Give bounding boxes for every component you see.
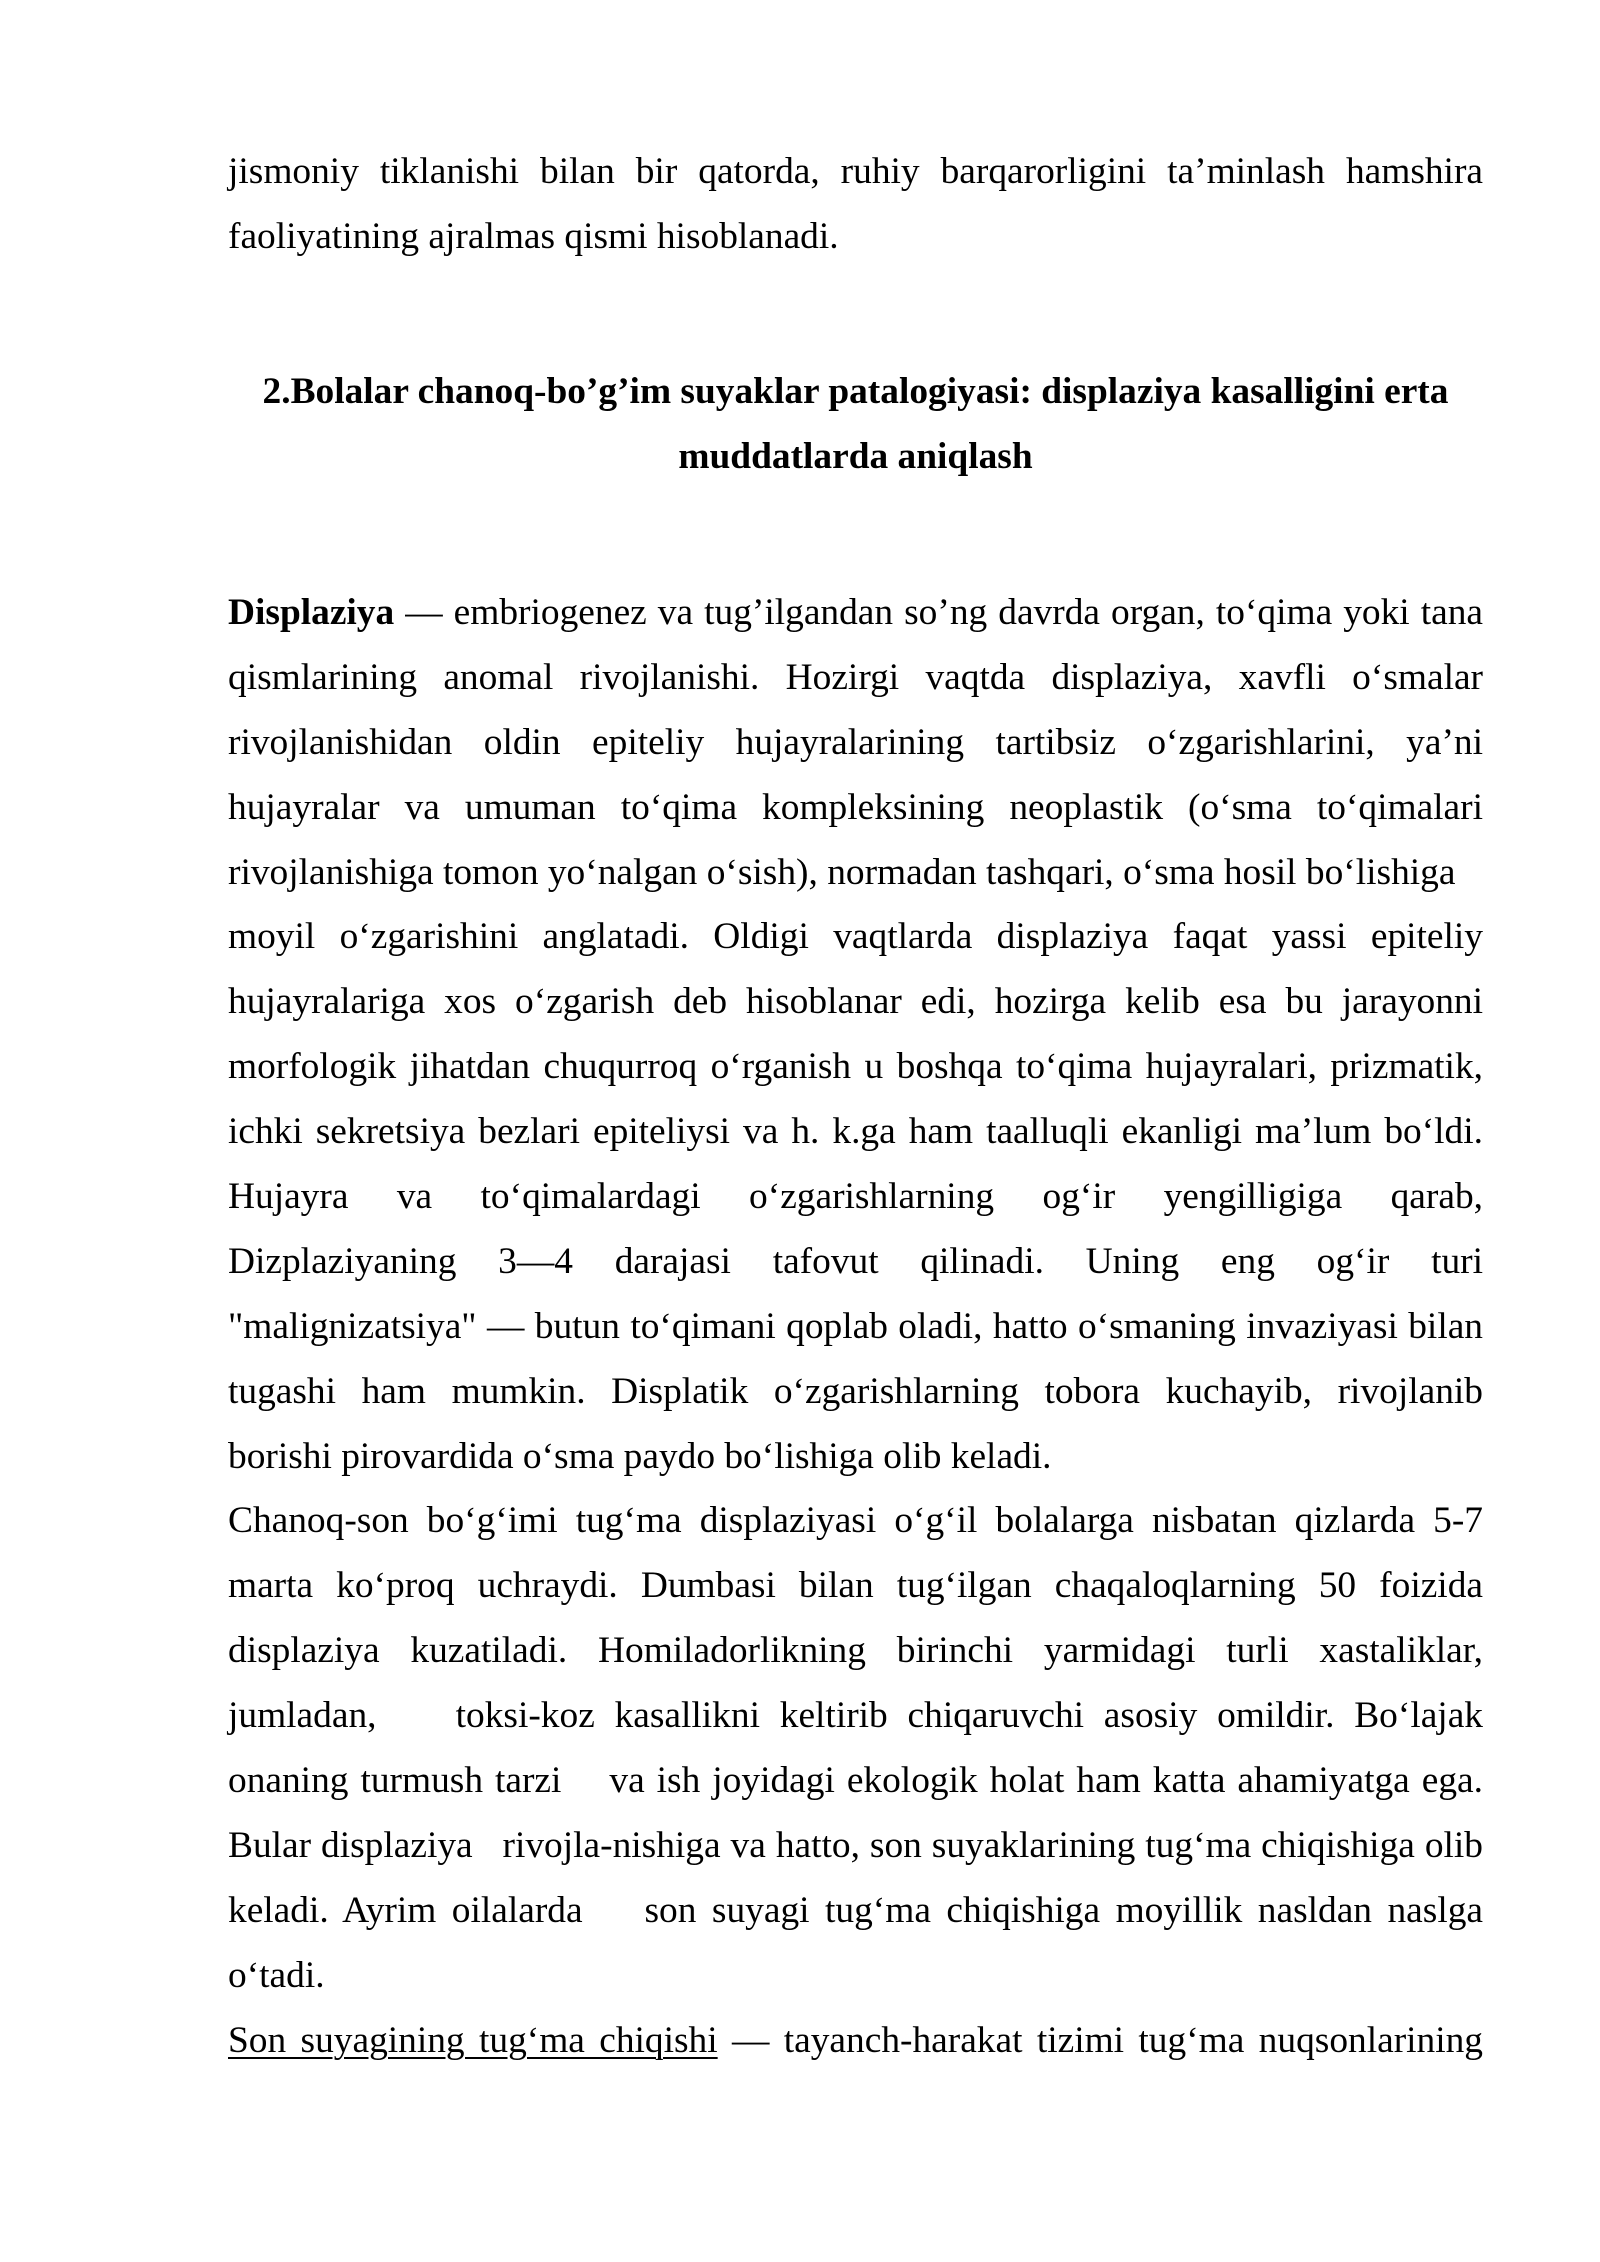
son-suyagi-line-1 xyxy=(228,2009,1483,2074)
son-suyagi-underlined-term: Son suyagining tug‘ma chiqishi xyxy=(228,2019,718,2061)
displaziya-line-11: Dizplaziyaning 3—4 darajasi tafovut qilinadi. Uning eng og‘ir turi xyxy=(228,1240,1483,1282)
chanoq-line-7: keladi. Ayrim oilalarda son suyagi tug‘ma chiqishiga moyillik nasldan naslga xyxy=(228,1889,1483,1931)
chanoq-line-5: onaning turmush tarzi va ish joyidagi ekologik holat ham katta ahamiyatga ega. xyxy=(228,1760,1483,1802)
intro-paragraph xyxy=(228,140,1483,270)
chanoq-line-6: Bular displaziya rivojla-nishiga va hatto, son suyaklarining tug‘ma chiqishiga olib xyxy=(228,1824,1483,1866)
chanoq-line-8: o‘tadi. xyxy=(228,1954,325,1996)
displaziya-line-9: ichki sekretsiya bezlari epiteliysi va h. k.ga ham taalluqli ekanligi ma’lum bo‘ldi. xyxy=(228,1111,1483,1153)
intro-line-1: jismoniy tiklanishi bilan bir qatorda, ruhiy barqarorligini ta’minlash hamshira xyxy=(228,151,1483,192)
displaziya-line-1 xyxy=(228,581,1483,646)
displaziya-line-14: borishi pirovardida o‘sma paydo bo‘lishiga olib keladi. xyxy=(228,1435,1052,1477)
displaziya-line-4: hujayralar va umuman to‘qima kompleksining neoplastik (o‘sma to‘qimalari xyxy=(228,786,1483,828)
displaziya-line-2: qismlarining anomal rivojlanishi. Hozirgi vaqtda displaziya, xavfli o‘smalar xyxy=(228,656,1483,698)
displaziya-term: Displaziya xyxy=(228,592,395,633)
son-suyagi-paragraph xyxy=(228,2009,1483,2074)
chanoq-line-1: Chanoq-son bo‘g‘imi tug‘ma displaziyasi o‘g‘il bolalarga nisbatan qizlarda 5-7 xyxy=(228,1500,1483,1542)
chanoq-line-3: displaziya kuzatiladi. Homiladorlikning birinchi yarmidagi turli xastaliklar, xyxy=(228,1630,1483,1672)
section-heading xyxy=(228,360,1483,490)
displaziya-line-5: rivojlanishiga tomon yo‘nalgan o‘sish), normadan tashqari, o‘sma hosil bo‘lishiga xyxy=(228,851,1456,893)
section-heading-line-2: muddatlarda aniqlash xyxy=(678,435,1033,477)
displaziya-line-3: rivojlanishidan oldin epiteliy hujayralarining tartibsiz o‘zgarishlarini, ya’ni xyxy=(228,721,1483,763)
section-heading-line-1: 2.Bolalar chanoq-bo’g’im suyaklar patalogiyasi: displaziya kasalligini erta xyxy=(262,371,1449,412)
displaziya-line-10: Hujayra va to‘qimalardagi o‘zgarishlarning og‘ir yengilligiga qarab, xyxy=(228,1176,1483,1218)
chanoq-son-paragraph xyxy=(228,1489,1483,2008)
son-suyagi-line-1-text: — tayanch-harakat tizimi tug‘ma nuqsonlarining xyxy=(717,2019,1484,2061)
displaziya-line-7: hujayralariga xos o‘zgarish deb hisoblanar edi, hozirga kelib esa bu jarayonni xyxy=(228,981,1483,1023)
displaziya-line-8: morfologik jihatdan chuqurroq o‘rganish u boshqa to‘qima hujayralari, prizmatik, xyxy=(228,1046,1483,1088)
displaziya-line-12: "malignizatsiya" — butun to‘qimani qoplab oladi, hatto o‘smaning invaziyasi bilan xyxy=(228,1305,1483,1347)
chanoq-line-4: jumladan, toksi-koz kasallikni keltirib chiqaruvchi asosiy omildir. Bo‘lajak xyxy=(228,1695,1483,1737)
displaziya-paragraph xyxy=(228,581,1483,1489)
displaziya-line-6: moyil o‘zgarishini anglatadi. Oldigi vaqtlarda displaziya faqat yassi epiteliy xyxy=(228,916,1483,958)
intro-line-2: faoliyatining ajralmas qismi hisoblanadi. xyxy=(228,215,839,257)
body-text xyxy=(228,581,1483,2073)
displaziya-line-1-text: — embriogenez va tug’ilgandan so’ng davrda organ, to‘qima yoki tana xyxy=(394,592,1483,633)
chanoq-line-2: marta ko‘proq uchraydi. Dumbasi bilan tug‘ilgan chaqaloqlarning 50 foizida xyxy=(228,1565,1483,1607)
displaziya-line-13: tugashi ham mumkin. Displatik o‘zgarishlarning tobora kuchayib, rivojlanib xyxy=(228,1370,1483,1412)
